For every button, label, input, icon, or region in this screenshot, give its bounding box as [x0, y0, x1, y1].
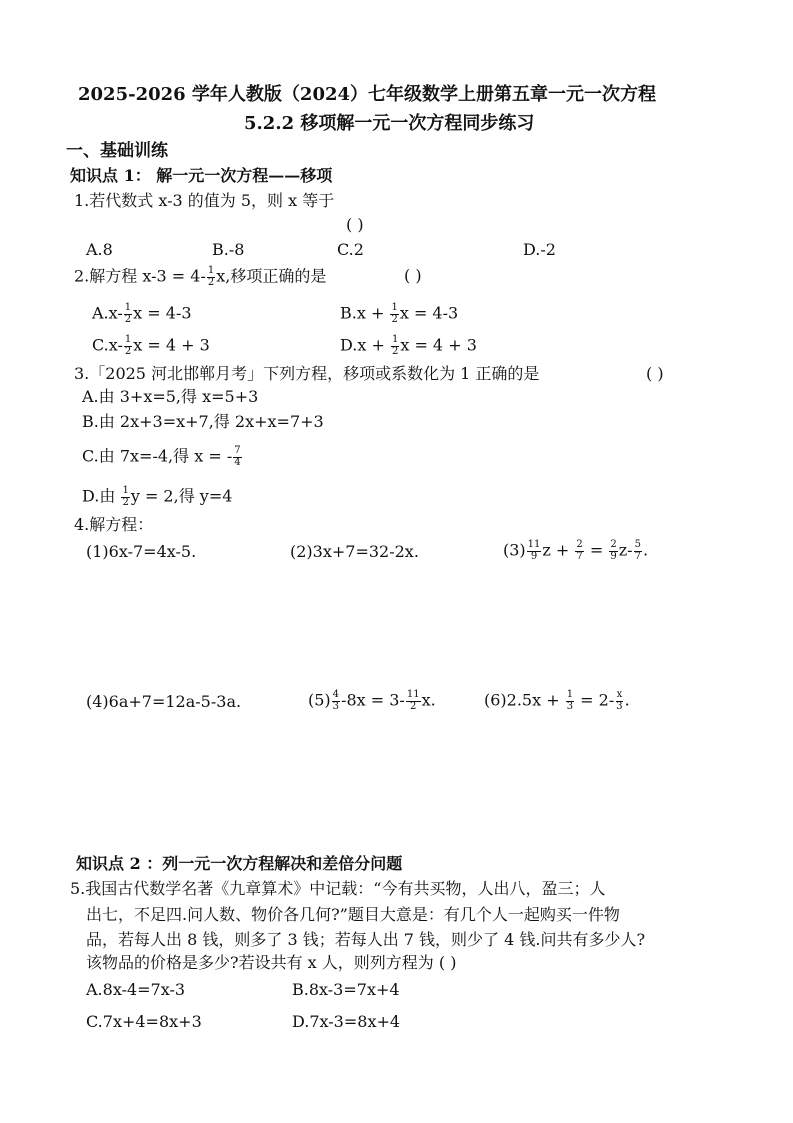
page-subtitle: 5.2.2 移项解一元一次方程同步练习 — [244, 113, 535, 134]
fraction: $\frac{1}{2}$ — [124, 334, 132, 357]
question-1-option-d: D.-2 — [523, 240, 556, 259]
question-3-option-c: C.由 7x=-4,得 x = - $\frac{7}{4}$ — [82, 445, 241, 468]
question-2-stem: 2.解方程 x-3 = 4- $\frac{1}{2}$ x,移项正确的是 — [74, 265, 327, 288]
question-5-option-c: C.7x+4=8x+3 — [86, 1012, 202, 1031]
question-4-part-6: (6)2.5x + $\frac{1}{3}$ = 2- $\frac{x}{3}$ . — [484, 689, 630, 712]
question-2-option-a: A.x- $\frac{1}{2}$ x = 4-3 — [92, 302, 192, 325]
fraction: $\frac{4}{3}$ — [332, 689, 340, 712]
question-3-text: 3.「2025 河北邯郸月考」下列方程，移项或系数化为 1 正确的是 — [74, 364, 540, 383]
question-2-option-d: D.x + $\frac{1}{2}$ x = 4 + 3 — [340, 334, 477, 357]
question-2-option-b: B.x + $\frac{1}{2}$ x = 4-3 — [340, 302, 459, 325]
question-1-answer-paren: ( ) — [346, 215, 364, 234]
question-3-option-a: A.由 3+x=5,得 x=5+3 — [82, 387, 259, 406]
fraction: $\frac{2}{7}$ — [576, 539, 583, 562]
question-4-label: 4.解方程： — [74, 515, 154, 534]
question-5-line-3: 品，若每人出 8 钱，则多了 3 钱；若每人出 7 钱，则少了 4 钱.问共有多少人? — [86, 930, 646, 949]
fraction: $\frac{5}{7}$ — [634, 539, 641, 562]
question-5-option-b: B.8x-3=7x+4 — [292, 980, 400, 999]
question-5-line-4: 该物品的价格是多少?若设共有 x 人，则列方程为 ( ) — [86, 953, 457, 972]
fraction: $\frac{1}{2}$ — [391, 334, 399, 357]
fraction: $\frac{11}{9}$ — [527, 539, 541, 562]
question-4-part-5: (5) $\frac{4}{3}$ -8x = 3- $\frac{11}{2}$ x. — [308, 689, 436, 712]
fraction: $\frac{1}{2}$ — [122, 485, 129, 508]
question-1-text: 1.若代数式 x-3 的值为 5，则 x 等于 — [74, 191, 335, 210]
knowledge-point-2: 知识点 2 ：列一元一次方程解决和差倍分问题 — [76, 854, 403, 873]
knowledge-point-1: 知识点 1： 解一元一次方程——移项 — [70, 166, 333, 185]
question-1-option-a: A.8 — [86, 240, 113, 259]
fraction: $\frac{1}{2}$ — [391, 302, 398, 325]
fraction: $\frac{1}{3}$ — [566, 689, 574, 712]
question-3-option-b: B.由 2x+3=x+7,得 2x+x=7+3 — [82, 412, 324, 431]
question-4-part-3: (3) $\frac{11}{9}$ z + $\frac{2}{7}$ = $\frac{2}{9}$ z- $\frac{5}{7}$ . — [503, 539, 649, 562]
section-heading: 一、基础训练 — [66, 141, 168, 161]
question-3-option-d: D.由 $\frac{1}{2}$ y = 2,得 y=4 — [82, 485, 233, 508]
question-5-option-a: A.8x-4=7x-3 — [86, 980, 186, 999]
question-1-option-b: B.-8 — [212, 240, 245, 259]
question-4-part-4: (4)6a+7=12a-5-3a. — [86, 692, 242, 711]
question-4-part-2: (2)3x+7=32-2x. — [290, 542, 419, 561]
question-4-part-1: (1)6x-7=4x-5. — [86, 542, 197, 561]
question-5-line-1: 5.我国古代数学名著《九章算术》中记载：“今有共买物，人出八，盈三；人 — [70, 879, 606, 898]
fraction: $\frac{2}{9}$ — [610, 539, 617, 562]
fraction: $\frac{11}{2}$ — [406, 689, 420, 712]
fraction: $\frac{7}{4}$ — [234, 445, 241, 468]
fraction: $\frac{1}{2}$ — [207, 265, 215, 288]
page-title: 2025-2026 学年人教版（2024）七年级数学上册第五章一元一次方程 — [78, 84, 657, 105]
question-2-option-c: C.x- $\frac{1}{2}$ x = 4 + 3 — [92, 334, 210, 357]
question-1-option-c: C.2 — [337, 240, 364, 259]
question-5-option-d: D.7x-3=8x+4 — [292, 1012, 401, 1031]
fraction: $\frac{x}{3}$ — [616, 689, 623, 712]
question-2-answer-paren: ( ) — [404, 266, 422, 285]
question-5-line-2: 出七，不足四.问人数、物价各几何?”题目大意是：有几个人一起购买一件物 — [86, 905, 620, 924]
question-3-answer-paren: ( ) — [646, 364, 664, 383]
fraction: $\frac{1}{2}$ — [124, 302, 132, 325]
